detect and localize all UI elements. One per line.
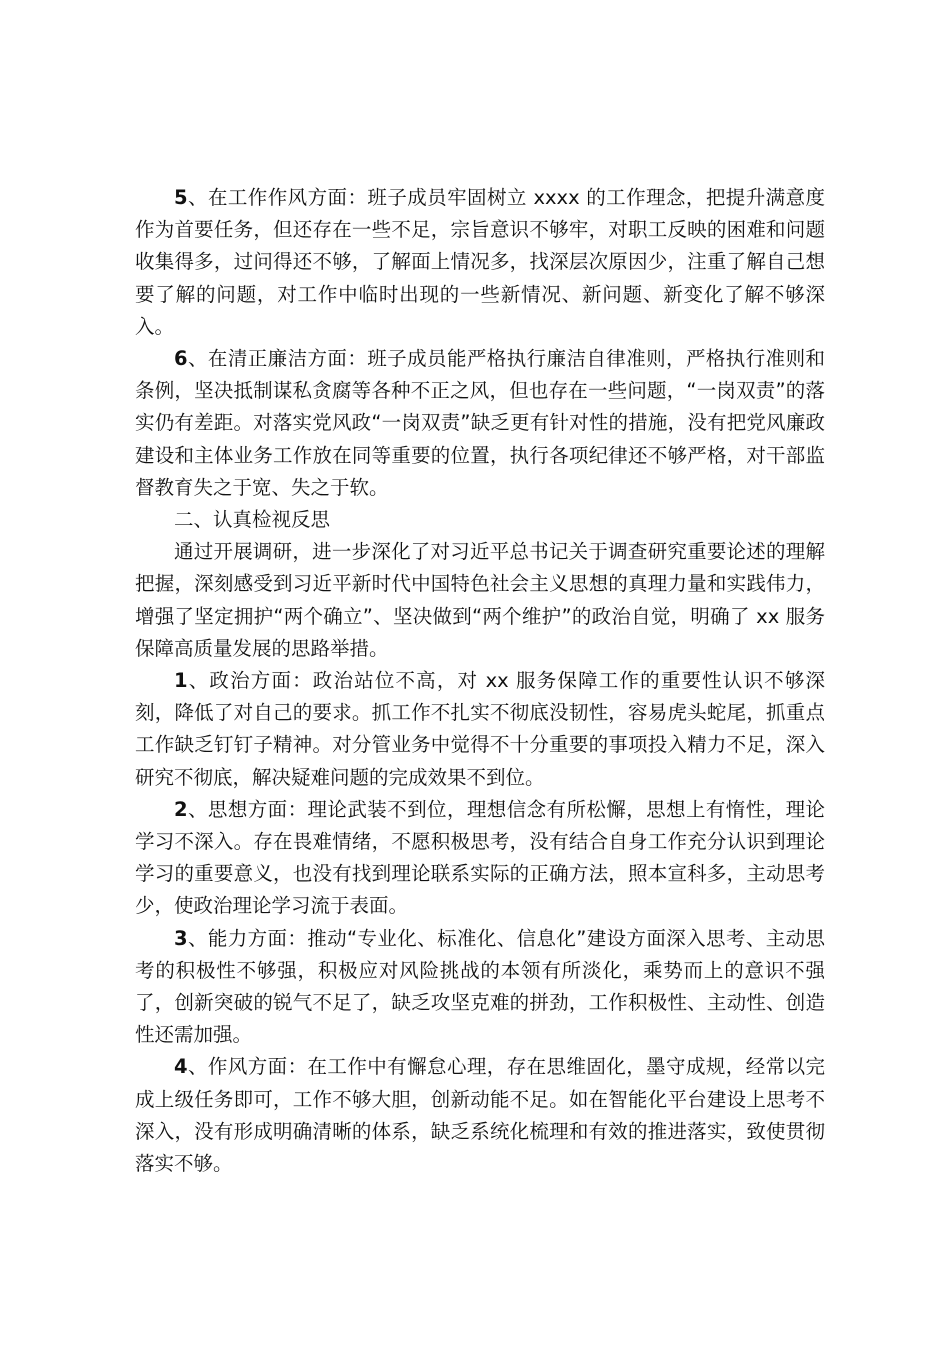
section-6-text: 、在清正廉洁方面：班子成员能严格执行廉洁自律准则，严格执行准则和条例，坚决抵制谋私贪腐等各种不正之风，但也存在一些问题，“一岗双责”的落实仍有差距。对落实党风政“一岗双责”缺乏更有针对性的措施，没有把党风廉政建设和主体业务工作放在同等重要的位置，执行各项纪律还不够严格，对干部监督教育失之于宽、失之于软。 [135, 347, 825, 499]
section-6-paragraph [135, 343, 825, 504]
item-4-paragraph [135, 1051, 825, 1180]
item-2-text: 、思想方面：理论武装不到位，理想信念有所松懈，思想上有惰性，理论学习不深入。存在畏难情绪，不愿积极思考，没有结合自身工作充分认识到理论学习的重要意义，也没有找到理论联系实际的正确方法，照本宣科多，主动思考少，使政治理论学习流于表面。 [135, 797, 825, 918]
section-heading-2: 二、认真检视反思 [174, 508, 331, 532]
item-2-number: 2 [174, 797, 188, 821]
section-5-number: 5 [174, 186, 188, 209]
section-5-paragraph [135, 182, 825, 343]
document-body [135, 182, 825, 1180]
item-4-number: 4 [174, 1055, 188, 1079]
item-1-number: 1 [174, 669, 188, 693]
section-5-text: 、在工作作风方面：班子成员牢固树立 xxxx 的工作理念，把提升满意度作为首要任务，但还存在一些不足，宗旨意识不够牢，对职工反映的困难和问题收集得多，过问得还不够，了解面上情况多，找深层次原因少，注重了解自己想要了解的问题，对工作中临时出现的一些新情况、新问题、新变化了解不够深入。 [135, 186, 825, 338]
intro-paragraph: 通过开展调研，进一步深化了对习近平总书记关于调查研究重要论述的理解把握，深刻感受到习近平新时代中国特色社会主义思想的真理力量和实践伟力，增强了坚定拥护“两个确立”、坚决做到“两个维护”的政治自觉，明确了 xx 服务保障高质量发展的思路举措。 [135, 540, 825, 660]
item-4-text: 、作风方面：在工作中有懈怠心理，存在思维固化，墨守成规，经常以完成上级任务即可，工作不够大胆，创新动能不足。如在智能化平台建设上思考不深入，没有形成明确清晰的体系，缺乏系统化梳理和有效的推进落实，致使贯彻落实不够。 [135, 1055, 825, 1176]
item-3-number: 3 [174, 926, 188, 950]
item-3-text: 、能力方面：推动“专业化、标准化、信息化”建设方面深入思考、主动思考的积极性不够强，积极应对风险挑战的本领有所淡化，乘势而上的意识不强了，创新突破的锐气不足了，缺乏攻坚克难的拼劲，工作积极性、主动性、创造性还需加强。 [135, 926, 825, 1047]
item-3-paragraph [135, 923, 825, 1052]
item-1-text: 、政治方面：政治站位不高，对 xx 服务保障工作的重要性认识不够深刻，降低了对自己的要求。抓工作不扎实不彻底没韧性，容易虎头蛇尾，抓重点工作缺乏钉钉子精神。对分管业务中觉得不十分重要的事项投入精力不足，深入研究不彻底，解决疑难问题的完成效果不到位。 [135, 669, 825, 789]
section-6-number: 6 [174, 347, 188, 371]
item-1-paragraph [135, 665, 825, 794]
item-2-paragraph [135, 794, 825, 923]
